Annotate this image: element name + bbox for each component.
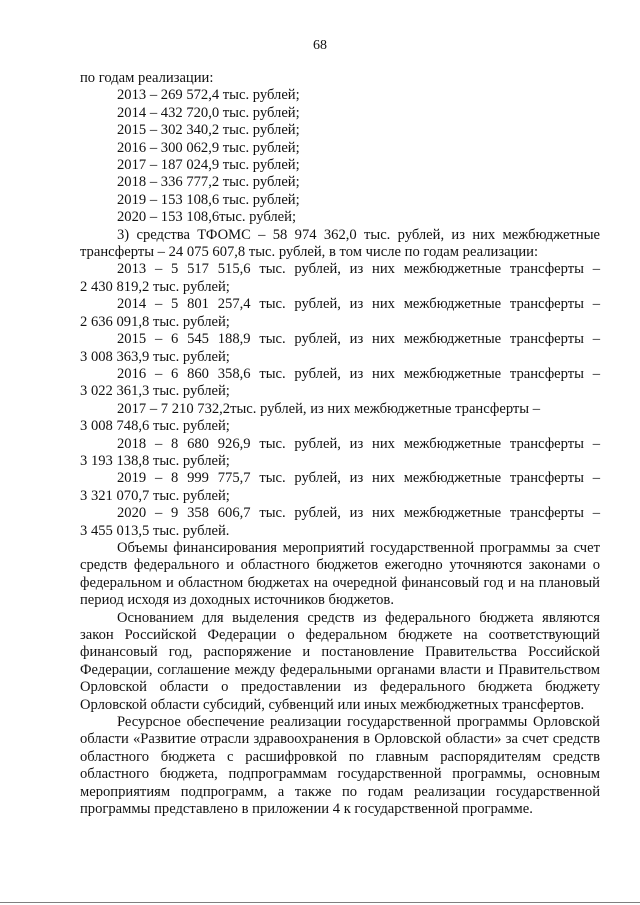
- tfoms-year-line: 2014 – 5 801 257,4 тыс. рублей, из них межбюджетные трансферты –: [117, 296, 600, 313]
- tfoms-year-line: 2018 – 8 680 926,9 тыс. рублей, из них межбюджетные трансферты –: [117, 435, 600, 452]
- tfoms-years: [80, 261, 600, 540]
- intro-line: по годам реализации:: [80, 70, 214, 86]
- tfoms-year-entry: [80, 296, 600, 331]
- year-item: 2014 – 432 720,0 тыс. рублей;: [117, 104, 300, 121]
- year-item: 2013 – 269 572,4 тыс. рублей;: [117, 87, 300, 104]
- tfoms-year-entry: [80, 470, 600, 505]
- page-number: 68: [313, 38, 327, 53]
- paragraph-federal-basis: Основанием для выделения средств из федерального бюджета являются закон Российской Федерации о федеральном бюджете на соответствующий финансовый год, распоряжение и постановление Правительства Российской Федерации, соглашение между федеральными органами власти и Правительством Орловской области о предоставлении из федерального бюджета бюджету Орловской области субсидий, субвенций или иных межбюджетных трансфертов.: [80, 609, 600, 713]
- tfoms-year-line: 2019 – 8 999 775,7 тыс. рублей, из них межбюджетные трансферты –: [117, 470, 600, 487]
- tfoms-year-line: 2016 – 6 860 358,6 тыс. рублей, из них межбюджетные трансферты –: [117, 365, 600, 382]
- year-item: 2016 – 300 062,9 тыс. рублей;: [117, 139, 300, 156]
- page-bottom-edge: [0, 902, 640, 903]
- tfoms-year-line: 2015 – 6 545 188,9 тыс. рублей, из них межбюджетные трансферты –: [117, 331, 600, 348]
- year-item: 2020 – 153 108,6тыс. рублей;: [117, 209, 297, 226]
- tfoms-year-entry: [80, 401, 600, 436]
- tfoms-year-line: 2020 – 9 358 606,7 тыс. рублей, из них межбюджетные трансферты –: [117, 505, 600, 522]
- tfoms-year-entry: [80, 366, 600, 401]
- tfoms-year-entry: [80, 505, 600, 540]
- years-list: [80, 87, 600, 226]
- document-body: [80, 70, 600, 818]
- tfoms-year-line: 2017 – 7 210 732,2тыс. рублей, из них межбюджетные трансферты –: [117, 400, 541, 417]
- tfoms-year-transfer: 3 022 361,3 тыс. рублей;: [80, 383, 230, 400]
- tfoms-year-line: 2013 – 5 517 515,6 тыс. рублей, из них межбюджетные трансферты –: [117, 261, 600, 278]
- tfoms-year-entry: [80, 331, 600, 366]
- tfoms-intro: 3) средства ТФОМС – 58 974 362,0 тыс. рублей, из них межбюджетные трансферты – 24 075 607,8 тыс. рублей, в том числе по годам реализации:: [80, 226, 600, 261]
- year-item: 2019 – 153 108,6 тыс. рублей;: [117, 191, 300, 208]
- paragraph-resource-support: Ресурсное обеспечение реализации государственной программы Орловской области «Развитие отрасли здравоохранения в Орловской области» за счет средств областного бюджета с расшифровкой по главным распорядителям средств областного бюджета, подпрограммам государственной программы, основным мероприятиям подпрограмм, а также по годам реализации государственной программы представлено в приложении 4 к государственной программе.: [80, 714, 600, 818]
- tfoms-year-transfer: 2 636 091,8 тыс. рублей;: [80, 313, 230, 330]
- tfoms-year-transfer: 3 193 138,8 тыс. рублей;: [80, 452, 230, 469]
- tfoms-year-transfer: 3 455 013,5 тыс. рублей.: [80, 522, 230, 539]
- tfoms-year-entry: [80, 436, 600, 471]
- tfoms-year-transfer: 2 430 819,2 тыс. рублей;: [80, 278, 230, 295]
- year-item: 2015 – 302 340,2 тыс. рублей;: [117, 122, 300, 139]
- tfoms-year-transfer: 3 008 748,6 тыс. рублей;: [80, 418, 230, 435]
- tfoms-year-entry: [80, 261, 600, 296]
- paragraph-financing-volumes: Объемы финансирования мероприятий государственной программы за счет средств федерального и областного бюджетов ежегодно уточняются законами о федеральном и областном бюджетах на очередной финансовый год и на плановый период исходя из доходных источников бюджетов.: [80, 539, 600, 609]
- year-item: 2018 – 336 777,2 тыс. рублей;: [117, 174, 300, 191]
- tfoms-year-transfer: 3 008 363,9 тыс. рублей;: [80, 348, 230, 365]
- year-item: 2017 – 187 024,9 тыс. рублей;: [117, 157, 300, 174]
- tfoms-year-transfer: 3 321 070,7 тыс. рублей;: [80, 487, 230, 504]
